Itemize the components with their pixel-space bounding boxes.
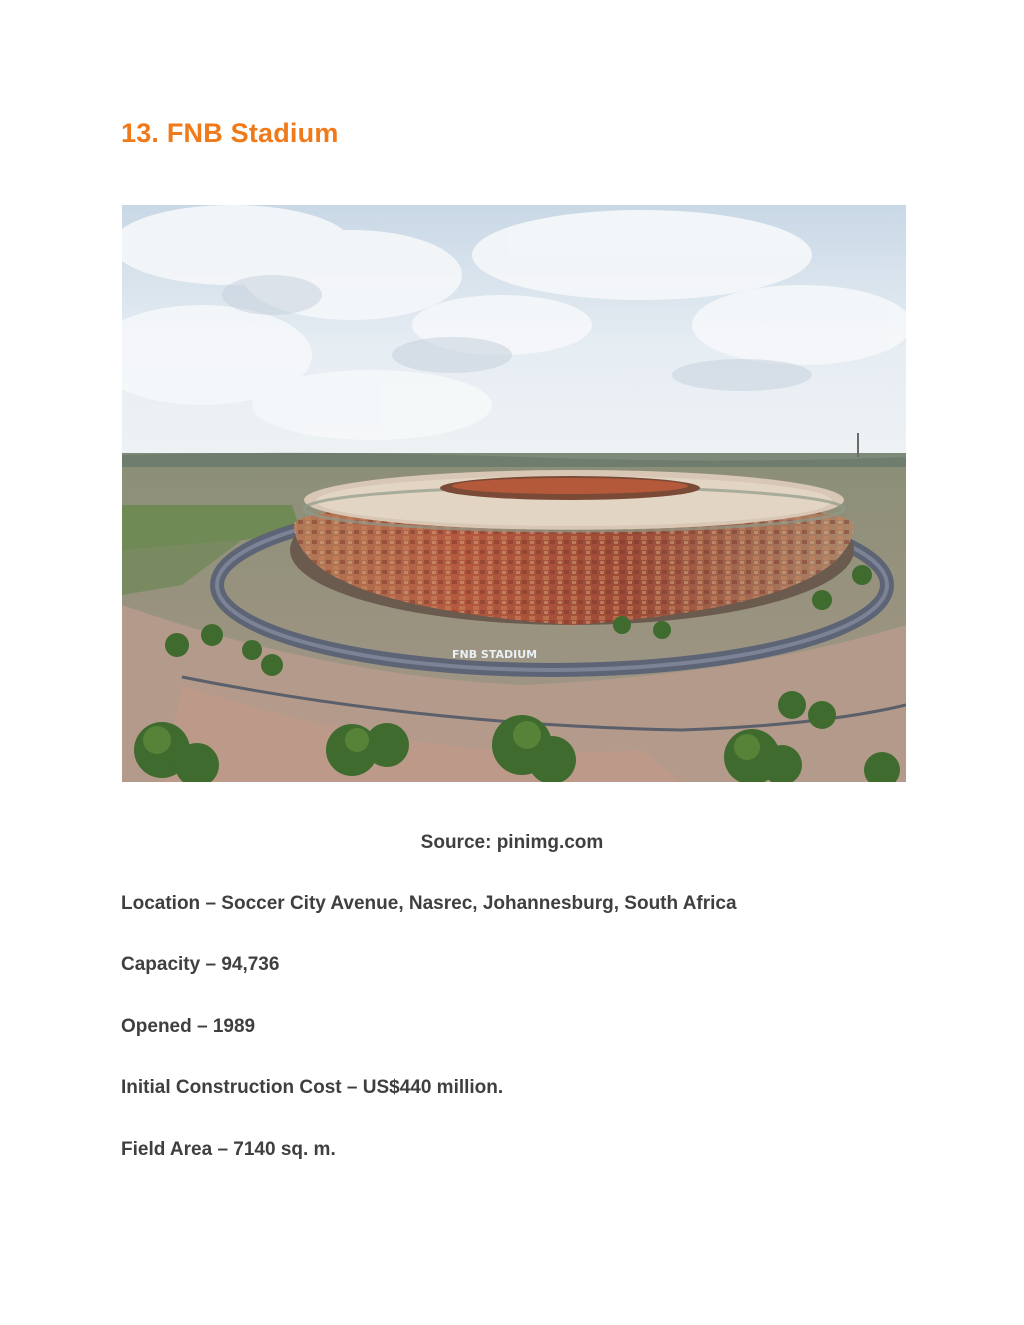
fact-opened: Opened – 1989 [121,1016,256,1037]
fact-construction-cost: Initial Construction Cost – US$440 million. [121,1077,504,1098]
stadium-sign-text: FNB STADIUM [452,648,538,661]
section-title: 13. FNB Stadium [121,118,339,148]
stadium-photo [122,205,906,782]
fact-capacity: Capacity – 94,736 [121,954,280,975]
fact-location: Location – Soccer City Avenue, Nasrec, Johannesburg, South Africa [121,893,737,914]
fact-field-area: Field Area – 7140 sq. m. [121,1139,336,1160]
image-source-caption: Source: pinimg.com [420,832,604,853]
